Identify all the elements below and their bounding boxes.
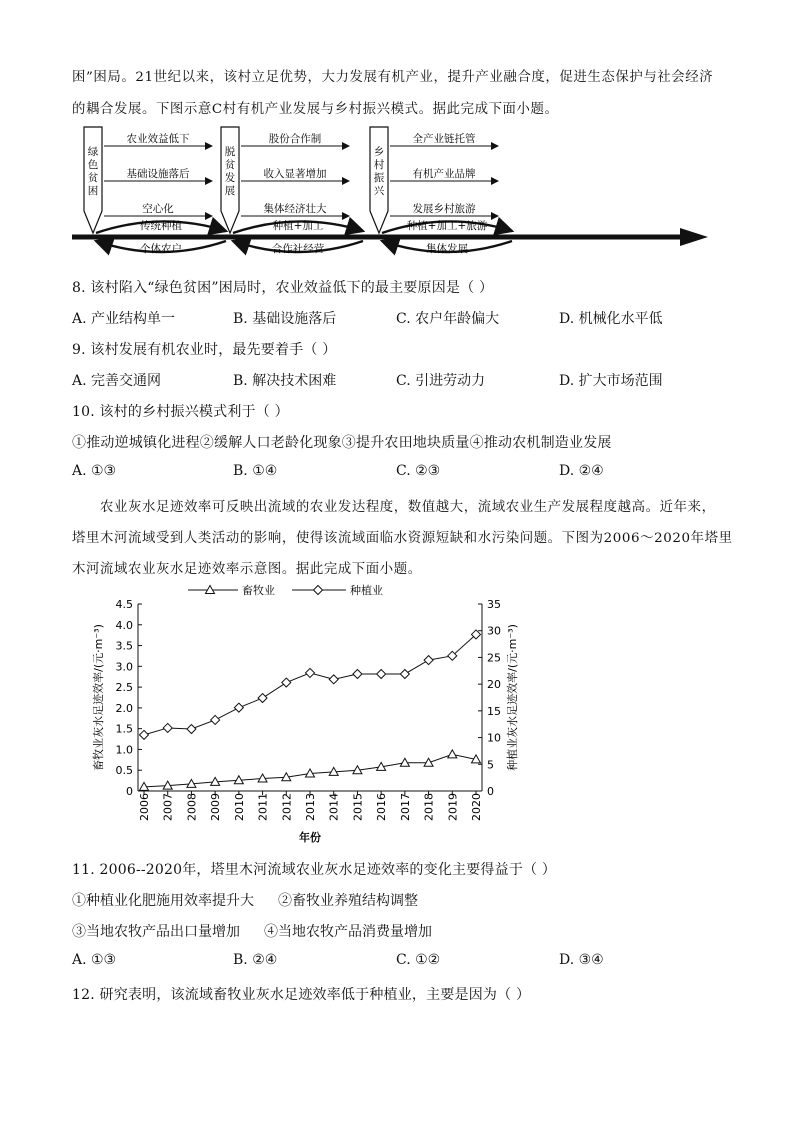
crop-point xyxy=(424,656,433,665)
legend-diamond-marker xyxy=(314,586,323,595)
q9-option-b[interactable]: B. 解决技术困难 xyxy=(233,373,337,389)
stage-3-row-3-label: 发展乡村旅游 xyxy=(412,203,476,215)
stage-3-label-char: 乡 xyxy=(373,146,385,158)
stage-1-arc-bottom-label: 个体农户 xyxy=(140,243,182,255)
left-tick-label: 0 xyxy=(126,785,133,798)
q10-option-d[interactable]: D. ②④ xyxy=(559,463,604,479)
stage-1-row-2-label: 基础设施落后 xyxy=(126,168,190,180)
right-tick-label: 0 xyxy=(487,785,494,798)
q12-stem: 12. 研究表明，该流域畜牧业灰水足迹效率低于种植业，主要是因为（ ） xyxy=(72,987,531,1003)
crop-point xyxy=(353,669,362,678)
crop-point xyxy=(140,730,149,739)
x-tick-label: 2016 xyxy=(375,793,389,821)
stage-2-row-2-label: 收入显著增加 xyxy=(263,168,327,180)
stage-2-arc-top-label: 种植+加工 xyxy=(272,220,324,232)
q11-stem: 11. 2006--2020年，塔里木河流域农业灰水足迹效率的变化主要得益于（ ） xyxy=(72,862,557,878)
crop-point xyxy=(329,675,338,684)
q10-statements: ①推动逆城镇化进程②缓解人口老龄化现象③提升农田地块质量④推动农机制造业发展 xyxy=(72,435,612,451)
left-tick-label: 4.5 xyxy=(115,598,133,611)
right-tick-label: 5 xyxy=(487,758,494,772)
right-tick-label: 25 xyxy=(487,651,501,665)
left-tick-label: 2.0 xyxy=(115,701,133,715)
q8-option-d[interactable]: D. 机械化水平低 xyxy=(559,311,663,327)
right-axis-label: 种植业灰水足迹效率/(元·m⁻³) xyxy=(506,624,519,771)
stage-2-label-char: 贫 xyxy=(224,159,236,171)
q10-option-a[interactable]: A. ①③ xyxy=(72,463,117,479)
q10-stem: 10. 该村的乡村振兴模式利于（ ） xyxy=(72,404,289,420)
stage-1-label-char: 绿 xyxy=(87,146,99,158)
left-tick-label: 1.5 xyxy=(115,722,133,736)
stage-3-arc-top-label: 种植+加工+旅游 xyxy=(406,220,488,232)
passage2-line-2: 塔里木河流域受到人类活动的影响，使得该流域面临水资源短缺和水污染问题。下图为2006～2020年塔里 xyxy=(72,531,733,546)
livestock-point xyxy=(400,758,409,766)
gray-water-footprint-chart xyxy=(70,578,540,848)
stage-1-arc-top-label: 传统种植 xyxy=(140,220,182,232)
x-tick-label: 2011 xyxy=(256,793,270,821)
right-tick-label: 35 xyxy=(487,598,501,611)
x-tick-label: 2013 xyxy=(304,793,317,821)
timeline-arrowhead xyxy=(680,228,708,246)
x-tick-label: 2020 xyxy=(470,793,483,821)
q9-option-d[interactable]: D. 扩大市场范围 xyxy=(559,373,663,389)
x-tick-label: 2010 xyxy=(232,793,246,821)
stage-2-label-char: 展 xyxy=(224,185,236,197)
x-tick-label: 2015 xyxy=(351,793,365,821)
passage2-line-1: 农业灰水足迹效率可反映出流域的农业发达程度，数值越大，流域农业生产发展程度越高。近年来， xyxy=(100,500,716,515)
left-tick-label: 3.5 xyxy=(115,639,133,653)
stage-1-row-3-label: 空心化 xyxy=(142,203,174,215)
left-tick-label: 4.0 xyxy=(115,618,133,632)
q8-option-b[interactable]: B. 基础设施落后 xyxy=(233,311,337,327)
livestock-point xyxy=(448,750,457,758)
x-tick-label: 2012 xyxy=(280,793,294,821)
x-tick-label: 2018 xyxy=(422,793,436,821)
x-tick-label: 2014 xyxy=(327,793,341,821)
q11-option-c[interactable]: C. ①② xyxy=(396,952,441,968)
left-tick-label: 0.5 xyxy=(115,764,133,778)
series-line-diamond xyxy=(144,634,476,734)
q11-statement-4: ④当地农牧产品消费量增加 xyxy=(264,924,432,940)
crop-point xyxy=(234,703,243,712)
rural-revitalization-diagram xyxy=(68,125,718,260)
stage-1-label-char: 色 xyxy=(87,159,99,171)
crop-point xyxy=(187,725,196,734)
left-tick-label: 1.0 xyxy=(115,743,133,757)
stage-3-label-char: 兴 xyxy=(373,185,385,197)
stage-1-row-1-label: 农业效益低下 xyxy=(126,133,190,145)
passage2-line-3: 木河流域农业灰水足迹效率示意图。据此完成下面小题。 xyxy=(72,562,422,577)
right-tick-label: 20 xyxy=(487,678,501,692)
x-axis-label: 年份 xyxy=(299,831,321,844)
x-tick-label: 2017 xyxy=(398,793,412,821)
stage-2-arc-bottom-label: 合作社经营 xyxy=(271,243,325,255)
legend-label-1: 畜牧业 xyxy=(242,584,275,597)
q10-option-b[interactable]: B. ①④ xyxy=(233,463,278,479)
intro-line-1: 困”困局。21世纪以来，该村立足优势，大力发展有机产业，提升产业融合度，促进生态保护与社会经济 xyxy=(72,70,714,85)
legend-label-2: 种植业 xyxy=(350,584,383,597)
left-tick-label: 2.5 xyxy=(115,681,133,695)
crop-point xyxy=(282,678,291,687)
stage-3-row-2-label: 有机产业品牌 xyxy=(412,168,476,180)
q9-stem: 9. 该村发展有机农业时，最先要着手（ ） xyxy=(72,342,337,358)
q10-option-c[interactable]: C. ②③ xyxy=(396,463,441,479)
stage-2-label-char: 脱 xyxy=(224,146,236,158)
crop-point xyxy=(377,669,386,678)
stage-3-label-char: 村 xyxy=(373,159,385,171)
intro-line-2: 的耦合发展。下图示意C村有机产业发展与乡村振兴模式。据此完成下面小题。 xyxy=(72,102,559,117)
q8-option-c[interactable]: C. 农户年龄偏大 xyxy=(396,311,500,327)
stage-1-label-char: 贫 xyxy=(87,172,99,184)
left-axis-label: 畜牧业灰水足迹效率/(元·m⁻³) xyxy=(92,624,105,771)
q11-statement-1: ①种植业化肥施用效率提升大 xyxy=(72,893,254,909)
q8-option-a[interactable]: A. 产业结构单一 xyxy=(72,311,176,327)
q11-statement-2: ②畜牧业养殖结构调整 xyxy=(278,893,418,909)
right-tick-label: 10 xyxy=(487,731,501,745)
stage-2-row-1-label: 股份合作制 xyxy=(268,133,322,145)
crop-point xyxy=(163,723,172,732)
crop-point xyxy=(258,694,267,703)
right-tick-label: 30 xyxy=(487,624,501,638)
crop-point xyxy=(400,669,409,678)
q11-option-a[interactable]: A. ①③ xyxy=(72,952,117,968)
left-tick-label: 3.0 xyxy=(115,660,133,674)
x-tick-label: 2006 xyxy=(138,793,151,821)
crop-point xyxy=(306,668,315,677)
q9-option-c[interactable]: C. 引进劳动力 xyxy=(396,373,486,389)
q11-option-b[interactable]: B. ②④ xyxy=(233,952,278,968)
stage-3-arc-bottom-label: 集体发展 xyxy=(426,243,468,255)
right-tick-label: 15 xyxy=(487,704,501,718)
q11-option-d[interactable]: D. ③④ xyxy=(559,952,604,968)
x-tick-label: 2008 xyxy=(185,793,199,821)
stage-2-label-char: 发 xyxy=(224,172,236,184)
stage-3-row-1-label: 全产业链托管 xyxy=(412,133,476,145)
q8-stem: 8. 该村陷入“绿色贫困”困局时，农业效益低下的最主要原因是（ ） xyxy=(72,280,494,296)
q9-option-a[interactable]: A. 完善交通网 xyxy=(72,373,162,389)
stage-1-label-char: 困 xyxy=(87,185,99,197)
livestock-point xyxy=(424,758,433,766)
crop-point xyxy=(211,715,220,724)
x-tick-label: 2019 xyxy=(446,793,460,821)
stage-2-row-3-label: 集体经济壮大 xyxy=(263,203,327,215)
q11-statement-3: ③当地农牧产品出口量增加 xyxy=(72,924,240,940)
x-tick-label: 2007 xyxy=(161,793,175,821)
stage-3-label-char: 振 xyxy=(373,172,385,184)
x-tick-label: 2009 xyxy=(209,793,223,821)
